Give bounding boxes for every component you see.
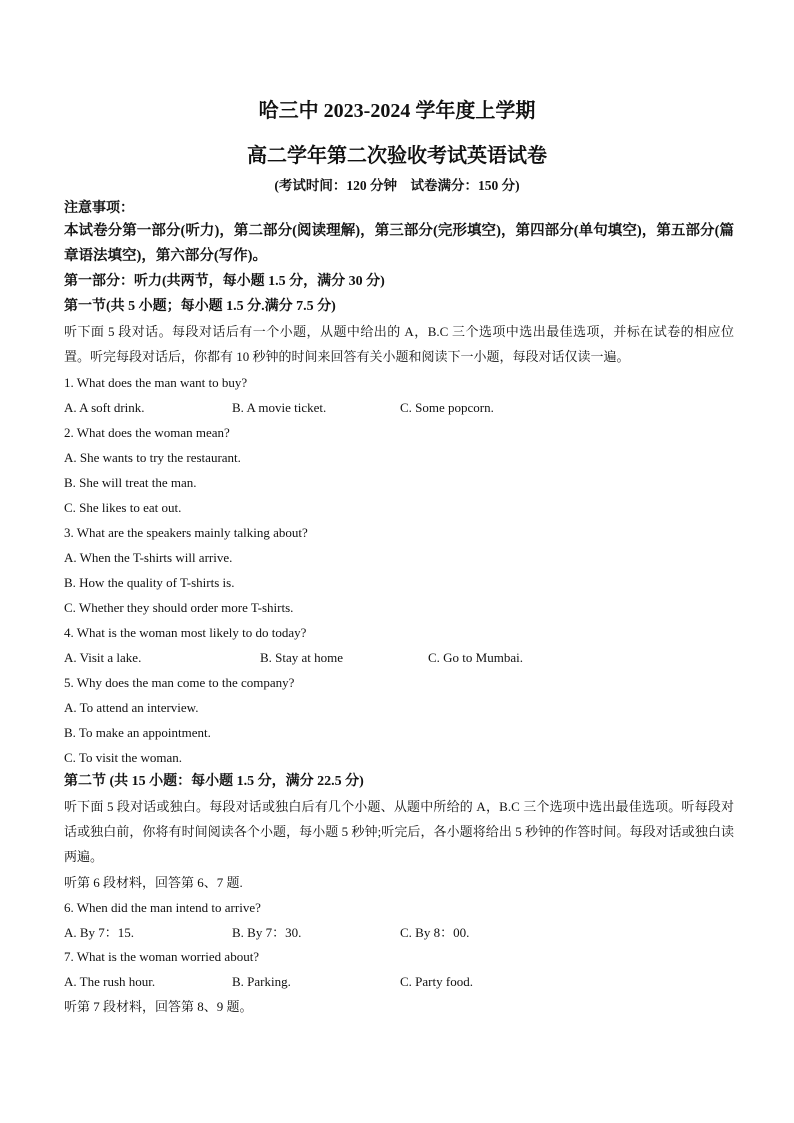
question-5-option-b: B. To make an appointment.	[64, 725, 211, 740]
question-6-stem: 6. When did the man intend to arrive?	[64, 900, 261, 915]
question-4-stem: 4. What is the woman most likely to do today?	[64, 625, 307, 640]
question-4-option-c: C. Go to Mumbai.	[428, 650, 523, 665]
question-1-option-a: A. A soft drink.	[64, 400, 145, 415]
question-4-option-b: B. Stay at home	[260, 650, 344, 665]
question-2-stem: 2. What does the woman mean?	[64, 425, 230, 440]
question-3-stem: 3. What are the speakers mainly talking about?	[64, 525, 308, 540]
question-2-option-a: A. She wants to try the restaurant.	[64, 450, 241, 465]
section1-heading: 第一节(共 5 小题；每小题 1.5 分.满分 7.5 分)	[64, 299, 336, 314]
question-3-option-c: C. Whether they should order more T-shirts.	[64, 600, 294, 615]
exam-info: (考试时间：120 分钟 试卷满分：150 分)	[274, 178, 520, 193]
question-2-option-b: B. She will treat the man.	[64, 475, 197, 490]
question-7-stem: 7. What is the woman worried about?	[64, 949, 260, 964]
question-7-option-a: A. The rush hour.	[64, 974, 156, 989]
question-6-option-a: A. By 7：15.	[64, 925, 135, 940]
question-5-option-c: C. To visit the woman.	[64, 750, 183, 765]
part1-heading: 第一部分：听力(共两节，每小题 1.5 分，满分 30 分)	[64, 274, 385, 289]
material-7-instruction: 听第 7 段材料，回答第 8、9 题。	[64, 999, 253, 1014]
exam-title-line2: 高二学年第二次验收考试英语试卷	[247, 145, 547, 167]
notes-body: 本试卷分第一部分(听力)，第二部分(阅读理解)，第三部分(完形填空)，第四部分(单句填空)，第五部分(篇章语法填空)，第六部分(写作)。	[64, 223, 734, 264]
material-6-instruction: 听第 6 段材料，回答第 6、7 题.	[64, 875, 243, 890]
section2-heading: 第二节 (共 15 小题：每小题 1.5 分，满分 22.5 分)	[64, 774, 364, 789]
question-7-option-b: B. Parking.	[232, 974, 291, 989]
question-2-option-c: C. She likes to eat out.	[64, 500, 182, 515]
question-1-option-b: B. A movie ticket.	[232, 400, 327, 415]
notes-heading: 注意事项：	[64, 201, 134, 216]
question-1-stem: 1. What does the man want to buy?	[64, 375, 248, 390]
question-1-option-c: C. Some popcorn.	[400, 400, 494, 415]
question-3-option-a: A. When the T-shirts will arrive.	[64, 550, 233, 565]
question-6-option-b: B. By 7：30.	[232, 925, 302, 940]
question-5-option-a: A. To attend an interview.	[64, 700, 199, 715]
question-3-option-b: B. How the quality of T-shirts is.	[64, 575, 235, 590]
question-6-option-c: C. By 8：00.	[400, 925, 470, 940]
section2-instructions: 听下面 5 段对话或独白。每段对话或独白后有几个小题、从题中所给的 A，B.C 三个选项中选出最佳选项。听每段对话或独白前，你将有时间阅读各个小题，每小题 5 秒钟;听完后，各小题将给出 5 秒钟的作答时间。每段对话或独白读两遍。	[64, 799, 734, 864]
exam-title-line1: 哈三中 2023-2024 学年度上学期	[258, 100, 536, 122]
question-5-stem: 5. Why does the man come to the company?	[64, 675, 295, 690]
question-4-option-a: A. Visit a lake.	[64, 650, 142, 665]
question-7-option-c: C. Party food.	[400, 974, 473, 989]
section1-instructions: 听下面 5 段对话。每段对话后有一个小题，从题中给出的 A，B.C 三个选项中选出最佳选项，并标在试卷的相应位置。听完每段对话后，你都有 10 秒钟的时间来回答有关小题和阅读下一小题，每段对话仅读一遍。	[64, 324, 734, 364]
